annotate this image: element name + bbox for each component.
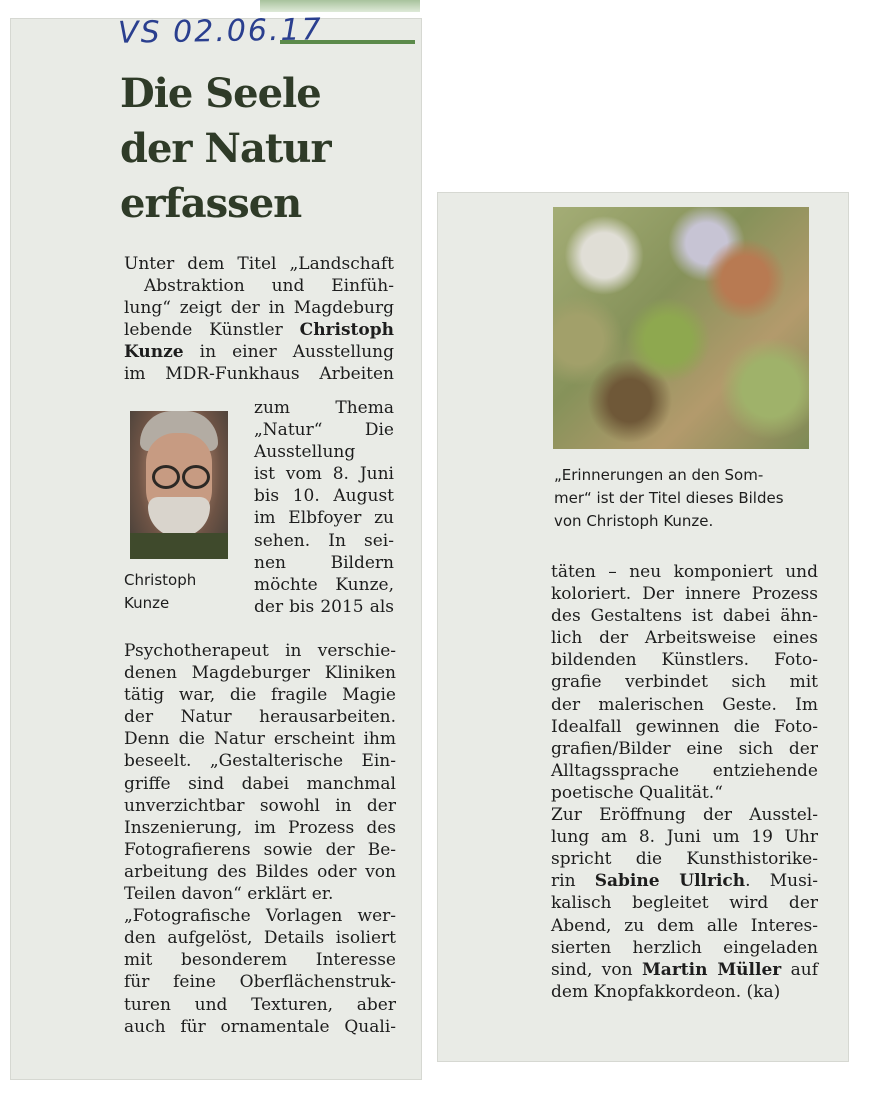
text-line — [124, 253, 394, 275]
bold-name: Sabine Ullrich — [594, 871, 746, 892]
text-line — [551, 870, 818, 892]
painting-image — [553, 207, 809, 449]
painting-caption — [554, 464, 814, 533]
text-run: spricht die Kunsthistorike- — [551, 849, 818, 870]
text-line: Teilen davon“ erklärt er. — [124, 884, 334, 905]
painting-caption-line: „Erinnerungen an den Som- — [554, 466, 764, 484]
text-run: kalisch begleitet wird der — [551, 893, 818, 914]
text-line — [551, 848, 818, 870]
text-run: in einer Ausstellung — [183, 342, 394, 363]
text-line — [551, 605, 818, 627]
text-run: des Gestaltens ist dabei ähn- — [551, 606, 818, 627]
text-line: im Elbfoyer zu — [254, 508, 394, 529]
text-run: bildenden Künstlers. Foto- — [551, 650, 818, 671]
text-line: zum Thema — [254, 398, 394, 418]
text-run: Abstraktion und Einfüh- — [144, 276, 394, 297]
text-line: Denn die Natur erscheint ihm — [124, 729, 396, 750]
text-line: tätig war, die fragile Magie — [124, 685, 396, 706]
text-line: denen Magdeburger Kliniken — [124, 663, 396, 684]
text-run: dem Knopfakkordeon. (ka) — [551, 981, 781, 1002]
text-line — [551, 627, 818, 649]
photo-caption-line: Christoph — [124, 571, 197, 589]
text-line: Inszenierung, im Prozess des — [124, 817, 396, 838]
text-line: griffe sind dabei manchmal — [124, 773, 396, 794]
headline-line: Die Seele — [120, 70, 321, 117]
text-line — [551, 981, 818, 1003]
glasses-left — [152, 465, 180, 489]
text-line: Ausstellung — [254, 442, 356, 463]
text-line — [551, 716, 818, 738]
text-line: unverzichtbar sowohl in der — [124, 795, 396, 816]
text-line — [124, 341, 394, 363]
photo-caption-line: Kunze — [124, 594, 170, 612]
text-run: koloriert. Der innere Prozess — [551, 584, 818, 605]
text-run: poetische Qualität.“ — [551, 782, 723, 803]
text-run: Idealfall gewinnen die Foto- — [551, 716, 818, 737]
text-line — [124, 275, 394, 297]
article-intro — [124, 253, 394, 386]
text-run: grafien/Bilder eine sich der — [551, 738, 818, 759]
text-run: lebende Künstler — [124, 320, 300, 341]
handwritten-date-note: VS 02.06.17 — [117, 12, 323, 51]
text-line — [551, 694, 818, 716]
glasses-right — [182, 465, 210, 489]
text-line — [124, 297, 394, 319]
text-run: sierten herzlich eingeladen — [551, 937, 818, 958]
text-line — [551, 649, 818, 671]
text-line — [551, 760, 818, 782]
text-line: auch für ornamentale Quali- — [124, 1016, 396, 1037]
text-line: beseelt. „Gestalterische Ein- — [124, 751, 396, 772]
text-line — [124, 319, 394, 341]
article-body-left — [124, 640, 396, 1038]
text-run: lung“ zeigt der in Magdeburg — [124, 298, 394, 319]
text-run: lich der Arbeitsweise eines — [551, 628, 818, 649]
text-run: im MDR-Funkhaus Arbeiten — [124, 364, 394, 385]
text-line — [551, 959, 818, 981]
headline-line: erfassen — [120, 180, 302, 227]
text-line: ist vom 8. Juni — [254, 464, 394, 485]
masthead-remnant — [260, 0, 420, 12]
photo-caption — [124, 569, 234, 615]
text-run: . Musi- — [745, 871, 818, 892]
text-run: lung am 8. Juni um 19 Uhr — [551, 827, 818, 848]
text-line — [551, 937, 818, 959]
text-line: mit besonderem Interesse — [124, 950, 396, 971]
text-run: der malerischen Geste. Im — [551, 694, 818, 715]
text-line: bis 10. August — [254, 486, 394, 507]
portrait-shirt — [130, 533, 228, 559]
headline-line: der Natur — [120, 125, 331, 172]
text-line: möchte Kunze, — [254, 574, 394, 595]
text-run: Zur Eröffnung der Ausstel- — [551, 805, 818, 826]
text-line — [551, 892, 818, 914]
text-line: „Fotografische Vorlagen wer- — [124, 906, 396, 927]
bold-name: Martin Müller — [641, 959, 782, 980]
text-run: Unter dem Titel „Landschaft — [124, 254, 394, 274]
text-run: Alltagssprache entziehende — [551, 760, 818, 781]
text-line — [551, 915, 818, 937]
text-run: täten – neu komponiert und — [551, 562, 818, 582]
text-line — [551, 738, 818, 760]
text-line: Fotografierens sowie der Be- — [124, 839, 396, 860]
text-line: der bis 2015 als — [254, 596, 394, 617]
text-line — [124, 363, 394, 385]
text-line: sehen. In sei- — [254, 530, 394, 551]
text-line — [551, 804, 818, 826]
text-run: sind, von — [551, 959, 642, 980]
bold-name: Kunze — [124, 342, 184, 363]
text-line: turen und Texturen, aber — [124, 994, 396, 1015]
text-line: „Natur“ Die — [254, 420, 394, 441]
text-run: Abend, zu dem alle Interes- — [551, 915, 818, 936]
text-line: arbeitung des Bildes oder von — [124, 861, 396, 882]
text-line: Psychotherapeut in verschie- — [124, 641, 396, 661]
text-line — [551, 782, 818, 804]
text-line — [551, 826, 818, 848]
article-body-right — [551, 561, 818, 1003]
text-line — [551, 671, 818, 693]
text-line: den aufgelöst, Details isoliert — [124, 928, 396, 949]
painting-caption-line: mer“ ist der Titel dieses Bildes — [554, 489, 784, 507]
text-line: für feine Oberflächenstruk- — [124, 972, 396, 993]
headline — [120, 66, 410, 231]
text-line — [551, 583, 818, 605]
painting-caption-line: von Christoph Kunze. — [554, 512, 714, 530]
portrait-beard — [148, 497, 210, 537]
bold-name: Christoph — [299, 320, 394, 341]
text-line: der Natur herausarbeiten. — [124, 707, 396, 728]
text-line — [551, 561, 818, 583]
article-wrap-column — [254, 397, 394, 618]
text-run: rin — [551, 871, 595, 892]
portrait-photo — [130, 411, 228, 559]
text-run: auf — [781, 959, 819, 980]
text-line: nen Bildern — [254, 552, 394, 573]
text-run: grafie verbindet sich mit — [551, 672, 818, 693]
